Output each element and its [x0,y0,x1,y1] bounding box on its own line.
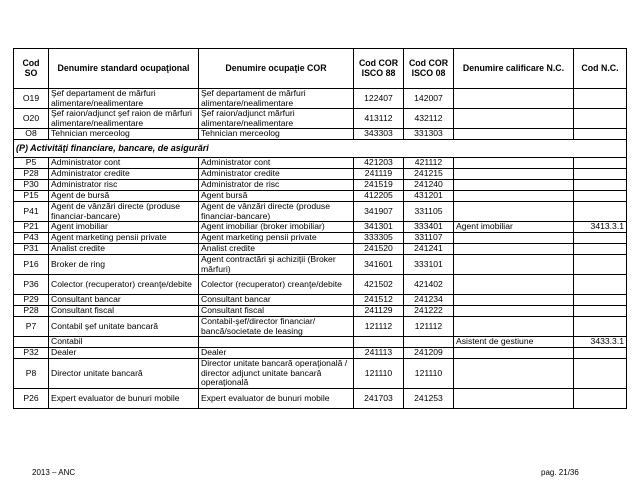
cell-cod-so: P15 [14,191,49,202]
cell-cod-isco88: 241113 [354,348,404,359]
cell-cod-isco08: 241222 [404,306,454,317]
cell-cod-isco88: 241520 [354,244,404,255]
cell-cod-nc [574,109,627,129]
cell-cod-isco88: 421203 [354,158,404,169]
cell-denumire-cor: Agent contractări şi achiziţii (Broker mărfuri) [199,255,354,275]
cell-cod-isco08: 241209 [404,348,454,359]
cell-cod-nc [574,233,627,244]
cell-denumire-cor [199,337,354,348]
cell-cod-isco08: 333401 [404,222,454,233]
table-row [14,389,627,409]
cell-cod-isco88 [354,337,404,348]
cell-cod-nc [574,129,627,140]
cell-calificare [454,158,574,169]
cell-calificare: Asistent de gestiune [454,337,574,348]
cell-denumire-cor: Consultant bancar [199,295,354,306]
cell-denumire-standard: Broker de ring [49,255,199,275]
cell-cod-nc [574,202,627,222]
cell-denumire-standard: Expert evaluator de bunuri mobile [49,389,199,409]
cell-cod-nc [574,158,627,169]
cell-cod-isco08: 331107 [404,233,454,244]
cell-denumire-standard: Analist credite [49,244,199,255]
occupations-table [13,48,627,409]
cell-cod-isco88: 421502 [354,275,404,295]
table-row [14,359,627,389]
cell-denumire-standard: Tehnician merceolog [49,129,199,140]
cell-denumire-cor: Expert evaluator de bunuri mobile [199,389,354,409]
section-title: (P) Activităţi financiare, bancare, de asigurări [14,140,627,158]
cell-denumire-cor: Agent imobiliar (broker imobiliar) [199,222,354,233]
cell-cod-isco08: 121110 [404,359,454,389]
cell-cod-isco88: 122407 [354,89,404,109]
cell-cod-so: P8 [14,359,49,389]
cell-denumire-standard: Contabil şef unitate bancară [49,317,199,337]
cell-denumire-standard: Şef raion/adjunct şef raion de mărfuri alimentare/nealimentare [49,109,199,129]
table-row [14,317,627,337]
cell-cod-nc [574,348,627,359]
cell-cod-nc [574,169,627,180]
cell-cod-isco88: 412205 [354,191,404,202]
table-row [14,158,627,169]
cell-denumire-cor: Dealer [199,348,354,359]
cell-cod-nc [574,244,627,255]
cell-cod-so: P29 [14,295,49,306]
cell-cod-nc [574,295,627,306]
header-cod-so: Cod SO [14,49,49,89]
cell-cod-so: P32 [14,348,49,359]
table-row [14,275,627,295]
cell-cod-so: P5 [14,158,49,169]
cell-cod-so: P30 [14,180,49,191]
footer-left: 2013 – ANC [32,468,76,477]
cell-denumire-standard: Administrator risc [49,180,199,191]
cell-cod-isco08: 331303 [404,129,454,140]
cell-cod-isco08: 432112 [404,109,454,129]
cell-calificare [454,109,574,129]
cell-denumire-cor: Şef departament de mărfuri alimentare/nealimentare [199,89,354,109]
cell-cod-nc: 3413.3.1 [574,222,627,233]
cell-cod-so: P28 [14,306,49,317]
cell-calificare [454,359,574,389]
cell-cod-isco08: 421112 [404,158,454,169]
cell-calificare [454,202,574,222]
cell-cod-so: P7 [14,317,49,337]
cell-cod-isco08: 241241 [404,244,454,255]
cell-cod-isco08: 333101 [404,255,454,275]
cell-cod-nc [574,89,627,109]
cell-cod-isco08: 241234 [404,295,454,306]
cell-cod-so: P21 [14,222,49,233]
cell-denumire-standard: Agent imobiliar [49,222,199,233]
cell-calificare [454,169,574,180]
cell-calificare [454,191,574,202]
cell-cod-nc [574,191,627,202]
cell-cod-nc [574,180,627,191]
table-row [14,348,627,359]
cell-cod-isco08: 121112 [404,317,454,337]
cell-calificare [454,180,574,191]
cell-denumire-standard: Consultant bancar [49,295,199,306]
cell-calificare [454,275,574,295]
cell-cod-so: P41 [14,202,49,222]
cell-cod-so: O20 [14,109,49,129]
cell-cod-so [14,337,49,348]
header-denumire-cor: Denumire ocupaţie COR [199,49,354,89]
table-row [14,233,627,244]
cell-cod-isco88: 241703 [354,389,404,409]
table-row [14,202,627,222]
cell-cod-isco08: 142007 [404,89,454,109]
cell-calificare: Agent imobiliar [454,222,574,233]
cell-calificare [454,306,574,317]
cell-cod-nc [574,359,627,389]
cell-cod-so: P16 [14,255,49,275]
cell-cod-so: O19 [14,89,49,109]
cell-denumire-standard: Agent de vânzări directe (produse financiar-bancare) [49,202,199,222]
cell-cod-isco88: 343303 [354,129,404,140]
table-header-row [14,49,627,89]
cell-cod-isco88: 413112 [354,109,404,129]
cell-denumire-cor: Şef raion/adjunct mărfuri alimentare/nealimentare [199,109,354,129]
cell-cod-isco88: 241129 [354,306,404,317]
cell-denumire-cor: Agent de vânzări directe (produse financiar-bancare) [199,202,354,222]
section-row [14,140,627,158]
cell-cod-isco08: 241215 [404,169,454,180]
cell-denumire-standard: Dealer [49,348,199,359]
cell-denumire-cor: Administrator de risc [199,180,354,191]
page-number: pag. 21/36 [541,468,579,477]
table-row [14,180,627,191]
cell-denumire-cor: Agent marketing pensii private [199,233,354,244]
cell-denumire-standard: Consultant fiscal [49,306,199,317]
table-row [14,255,627,275]
cell-cod-isco88: 341601 [354,255,404,275]
cell-denumire-standard: Contabil [49,337,199,348]
cell-denumire-cor: Agent bursă [199,191,354,202]
table-row [14,129,627,140]
cell-cod-nc [574,306,627,317]
cell-cod-so: P36 [14,275,49,295]
cell-calificare [454,129,574,140]
table-row [14,109,627,129]
cell-cod-isco88: 341907 [354,202,404,222]
cell-calificare [454,255,574,275]
cell-cod-so: P26 [14,389,49,409]
cell-cod-nc [574,275,627,295]
cell-denumire-standard: Şef departament de mărfuri alimentare/nealimentare [49,89,199,109]
cell-cod-isco08 [404,337,454,348]
cell-calificare [454,317,574,337]
header-cod-cor-isco88: Cod COR ISCO 88 [354,49,404,89]
cell-denumire-cor: Administrator cont [199,158,354,169]
cell-cod-isco88: 333305 [354,233,404,244]
table-row [14,295,627,306]
cell-cod-nc [574,317,627,337]
cell-cod-nc [574,389,627,409]
cell-cod-isco08: 431201 [404,191,454,202]
cell-cod-isco88: 121110 [354,359,404,389]
cell-cod-isco88: 241119 [354,169,404,180]
cell-calificare [454,348,574,359]
cell-denumire-cor: Consultant fiscal [199,306,354,317]
cell-denumire-cor: Contabil-şef/director financiar/ bancă/societate de leasing [199,317,354,337]
cell-denumire-standard: Colector (recuperator) creanţe/debite [49,275,199,295]
cell-cod-nc: 3433.3.1 [574,337,627,348]
table-row [14,89,627,109]
cell-cod-isco88: 341301 [354,222,404,233]
cell-cod-so: P43 [14,233,49,244]
table-row [14,222,627,233]
table-row [14,306,627,317]
cell-denumire-standard: Administrator cont [49,158,199,169]
table-row [14,191,627,202]
cell-calificare [454,295,574,306]
cell-cod-isco88: 121112 [354,317,404,337]
cell-cod-isco08: 241240 [404,180,454,191]
cell-cod-so: P31 [14,244,49,255]
header-denumire-calificare: Denumire calificare N.C. [454,49,574,89]
table-row [14,244,627,255]
cell-cod-isco88: 241512 [354,295,404,306]
table-body [14,89,627,409]
header-cod-cor-isco08: Cod COR ISCO 08 [404,49,454,89]
cell-cod-so: P28 [14,169,49,180]
header-denumire-standard: Denumire standard ocupaţional [49,49,199,89]
cell-cod-so: O8 [14,129,49,140]
cell-cod-isco08: 241253 [404,389,454,409]
cell-calificare [454,233,574,244]
cell-cod-nc [574,255,627,275]
cell-denumire-cor: Analist credite [199,244,354,255]
cell-denumire-standard: Agent marketing pensii private [49,233,199,244]
cell-denumire-standard: Agent de bursă [49,191,199,202]
cell-denumire-cor: Director unitate bancară operaţională / director adjunct unitate bancară operaţională [199,359,354,389]
cell-denumire-standard: Administrator credite [49,169,199,180]
cell-cod-isco08: 421402 [404,275,454,295]
cell-cod-isco08: 331105 [404,202,454,222]
cell-calificare [454,244,574,255]
cell-denumire-cor: Administrator credite [199,169,354,180]
cell-denumire-cor: Colector (recuperator) creanţe/debite [199,275,354,295]
header-cod-nc: Cod N.C. [574,49,627,89]
cell-denumire-standard: Director unitate bancară [49,359,199,389]
cell-calificare [454,89,574,109]
table-row [14,169,627,180]
table-row [14,337,627,348]
cell-calificare [454,389,574,409]
cell-cod-isco88: 241519 [354,180,404,191]
cell-denumire-cor: Tehnician merceolog [199,129,354,140]
